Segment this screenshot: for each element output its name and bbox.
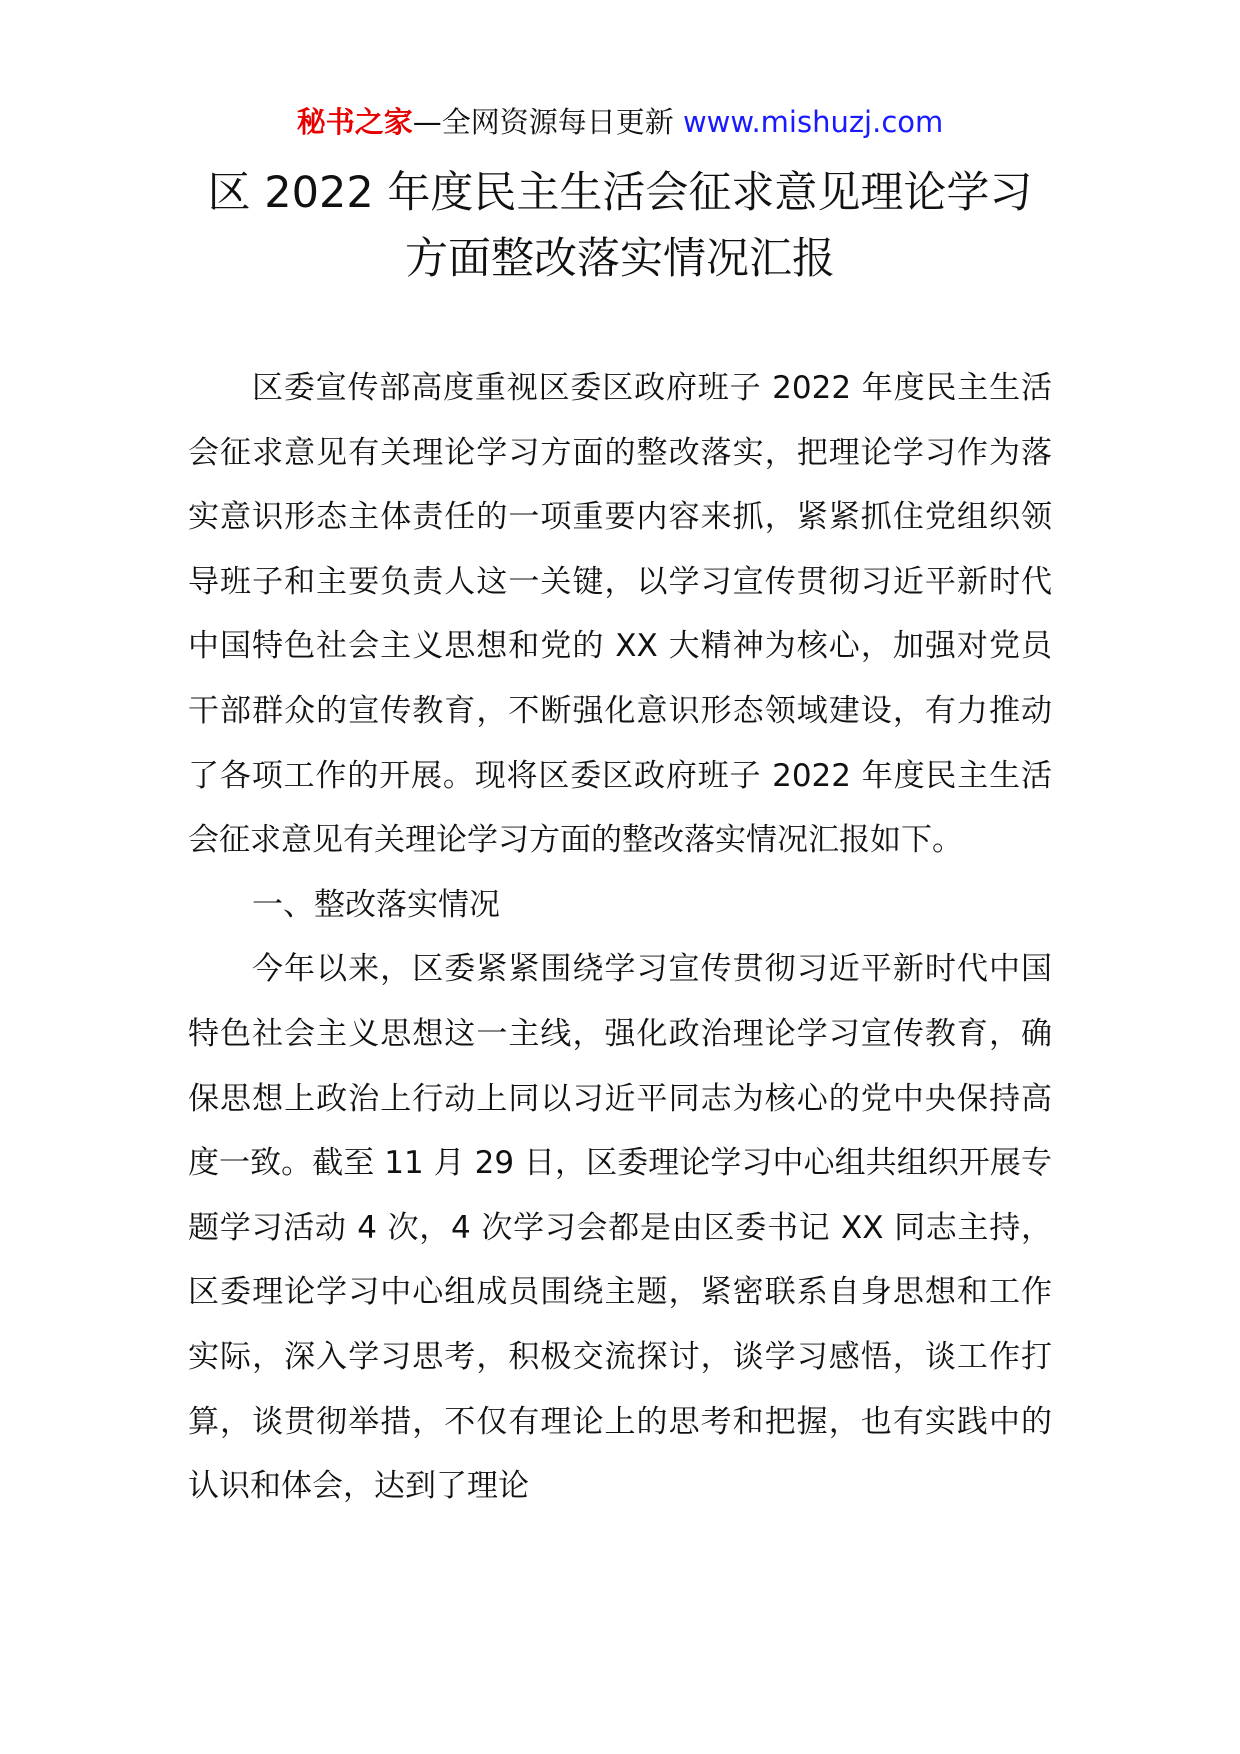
header-tagline: —全网资源每日更新 (412, 105, 674, 139)
paragraph-intro: 区委宣传部高度重视区委区政府班子 2022 年度民主生活会征求意见有关理论学习方面的整改落实，把理论学习作为落实意识形态主体责任的一项重要内容来抓，紧紧抓住党组织领导班子和主要负责人这一关键，以学习宣传贯彻习近平新时代中国特色社会主义思想和党的 XX 大精神为核心，加强对党员干部群众的宣传教育，不断强化意识形态领域建设，有力推动了各项工作的开展。现将区委区政府班子 2022 年度民主生活会征求意见有关理论学习方面的整改落实情况汇报如下。 (188, 370, 1052, 859)
section-heading: 一、整改落实情况 (252, 886, 500, 923)
paragraph-progress: 今年以来，区委紧紧围绕学习宣传贯彻习近平新时代中国特色社会主义思想这一主线，强化政治理论学习宣传教育，确保思想上政治上行动上同以习近平同志为核心的党中央保持高度一致。截至 11 月 29 日，区委理论学习中心组共组织开展专题学习活动 4 次，4 次学习会都是由区委书记 XX 同志主持，区委理论学习中心组成员围绕主题，紧密联系自身思想和工作实际，深入学习思考，积极交流探讨，谈学习感悟，谈工作打算，谈贯彻举措，不仅有理论上的思考和把握，也有实践中的认识和体会，达到了理论 (188, 951, 1052, 1505)
brand-name: 秘书之家 (296, 105, 413, 139)
document-body (188, 356, 1052, 1519)
site-url-link[interactable]: www.mishuzj.com (682, 105, 944, 139)
title-line-1: 区 2022 年度民主生活会征求意见理论学习 (207, 168, 1033, 218)
site-header (0, 100, 1240, 144)
document-title (0, 160, 1240, 292)
title-line-2: 方面整改落实情况汇报 (405, 234, 835, 284)
